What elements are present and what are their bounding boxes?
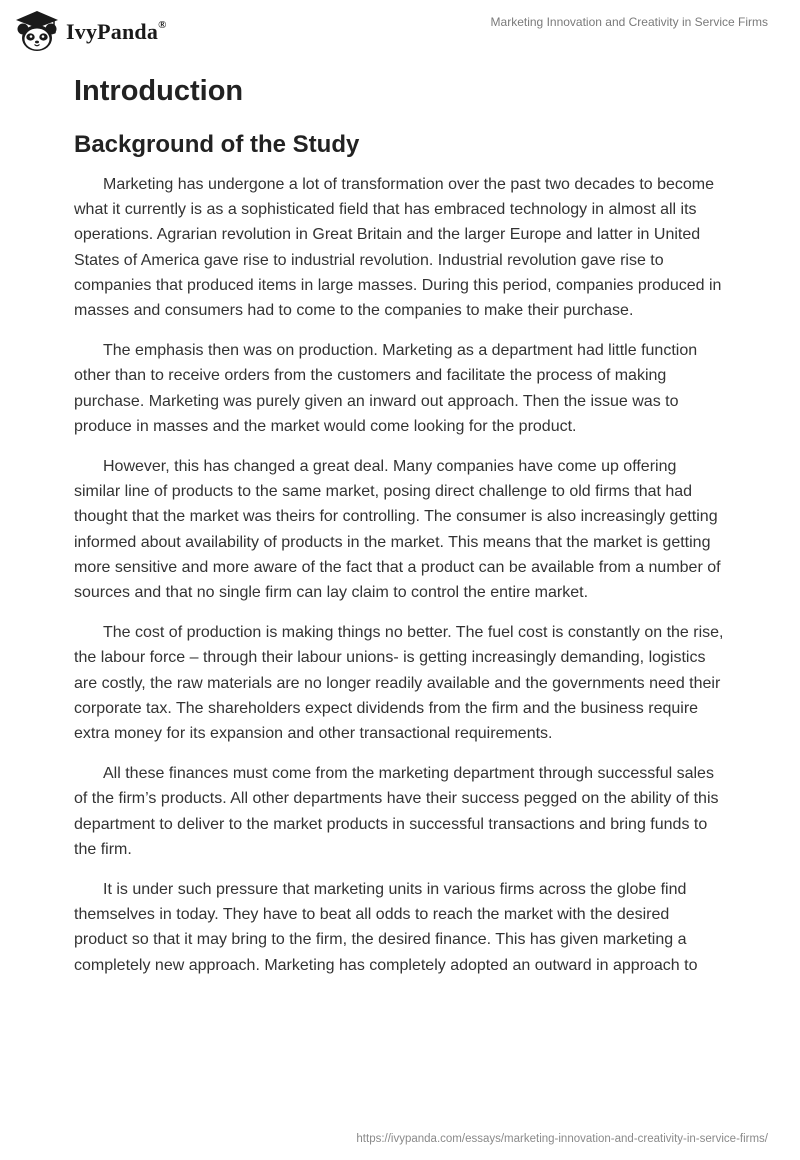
paragraph: The emphasis then was on production. Marketing as a department had little function other than to receive orders from the customers and facilitate the process of making purchase. Marketing was purely given an inward out approach. Then the issue was to produce in masses and the market would come looking for the product. — [74, 342, 698, 435]
brand-name: IvyPanda® — [66, 18, 167, 44]
panda-graduate-icon — [14, 9, 60, 53]
paragraph: However, this has changed a great deal. Many companies have come up offering similar line of products to the same market, posing direct challenge to old firms that had thought that the market was theirs for controlling. The consumer is also increasingly getting informed about availability of products in the market. This means that the market is getting more sensitive and more aware of the fact that a product can be available from a number of sources and that no single firm can lay claim to control the entire market. — [74, 458, 721, 602]
logo[interactable] — [14, 9, 167, 53]
page-title: Introduction — [74, 75, 244, 107]
page-header — [0, 0, 800, 60]
section-heading: Background of the Study — [74, 131, 360, 158]
paragraph: Marketing has undergone a lot of transformation over the past two decades to become what it currently is as a sophisticated field that has embraced technology in almost all its operations. Agrarian revolution in Great Britain and the larger Europe and latter in United States of America gave rise to industrial revolution. Industrial revolution gave rise to companies that produced items in large masses. During this period, companies produced in masses and consumers had to come to the companies to make their purchase. — [74, 176, 722, 320]
paragraph: All these finances must come from the marketing department through successful sales of the firm’s products. All other departments have their success pegged on the ability of this department to deliver to the market products in successful transactions and bring funds to the firm. — [74, 765, 719, 858]
document-title: Marketing Innovation and Creativity in Service Firms — [490, 15, 768, 29]
paragraph: The cost of production is making things no better. The fuel cost is constantly on the rise, the labour force – through their labour unions- is getting increasingly demanding, logistics are costly, the raw materials are no longer readily available and the governments need their corporate tax. The shareholders expect dividends from the firm and the business require extra money for its expansion and other transactional requirements. — [74, 624, 724, 743]
paragraph: It is under such pressure that marketing units in various firms across the globe find themselves in today. They have to beat all odds to reach the market with the desired product so that it may bring to the firm, the desired finance. This has given marketing a completely new approach. Marketing has completely adopted an outward in approach to — [74, 881, 698, 974]
article-body — [74, 70, 726, 993]
source-url[interactable]: https://ivypanda.com/essays/marketing-innovation-and-creativity-in-service-firms/ — [356, 1133, 768, 1145]
